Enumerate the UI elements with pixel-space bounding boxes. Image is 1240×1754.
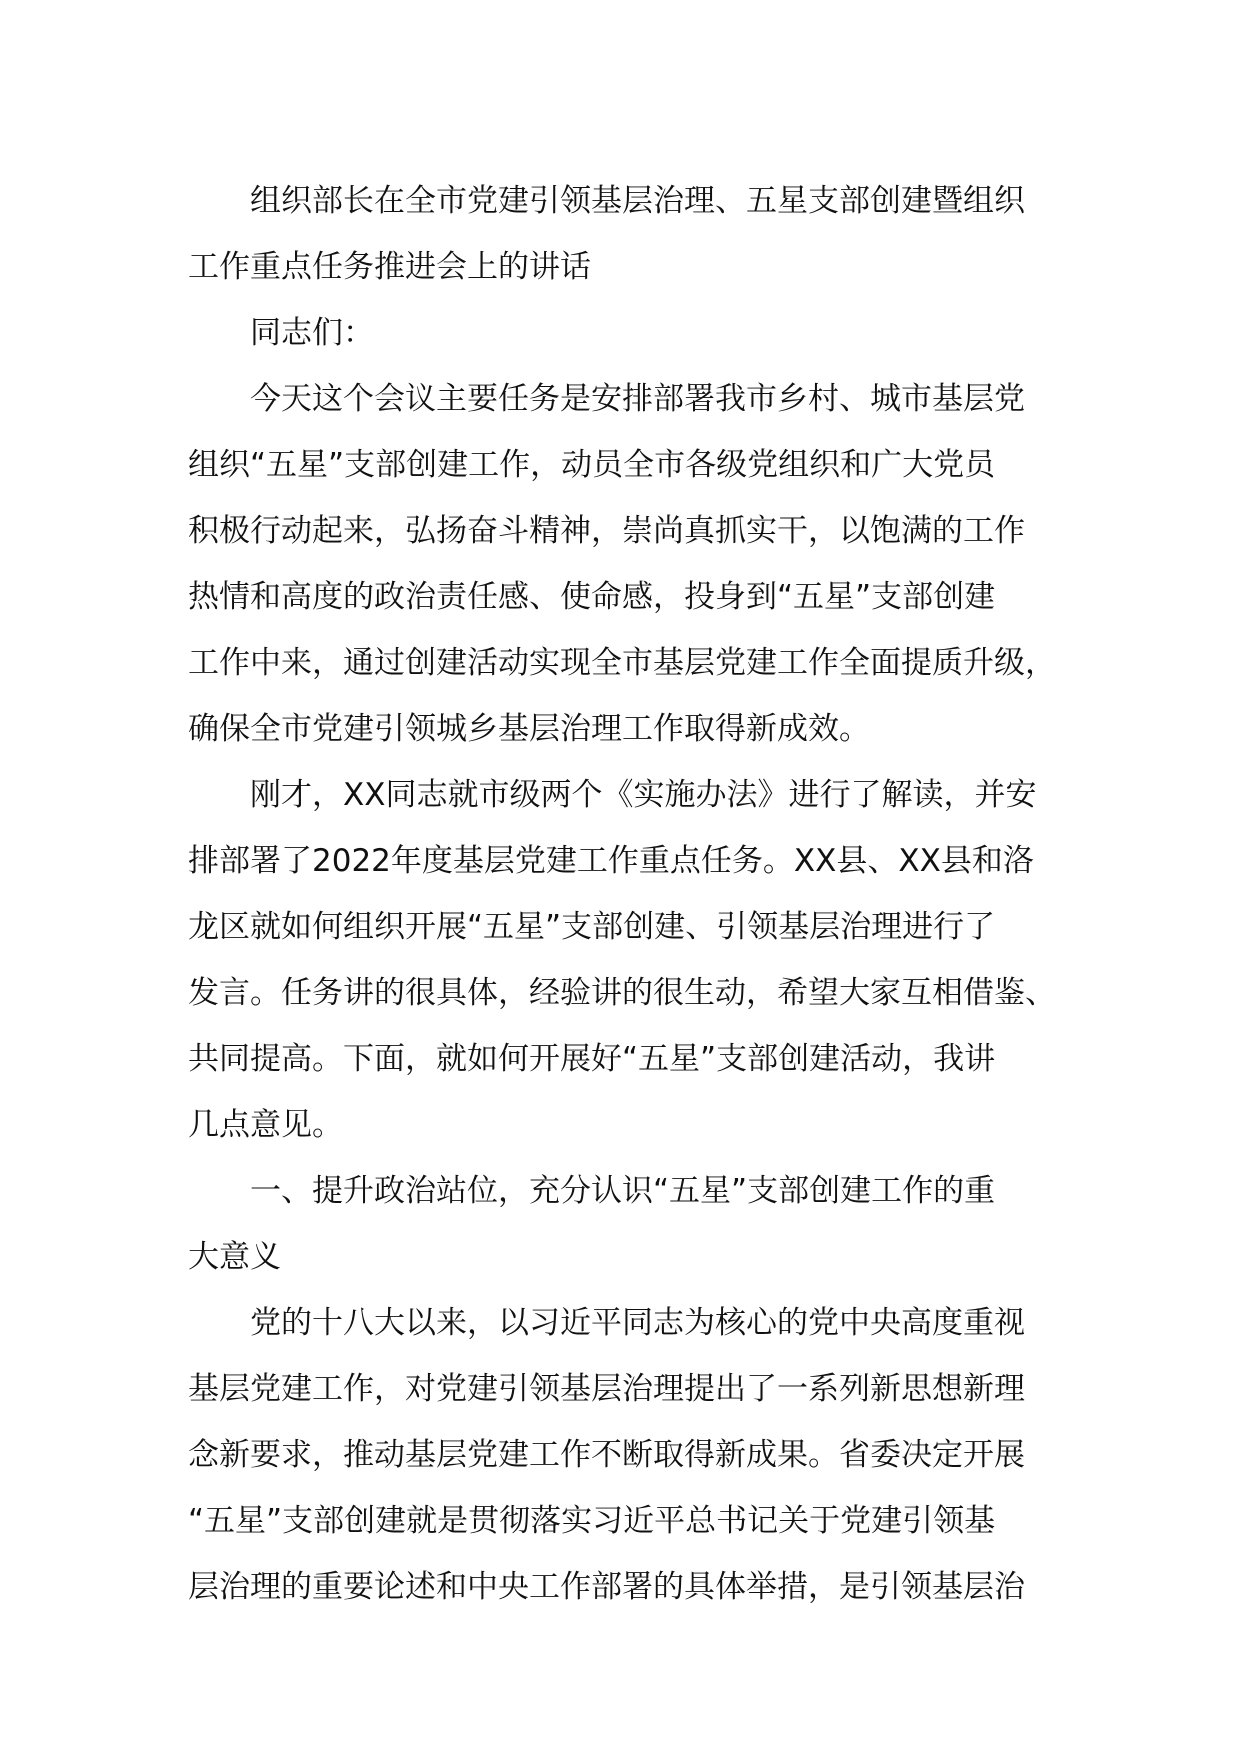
paragraph-2-line-6: 几点意见。 — [188, 1107, 343, 1143]
salutation: 同志们： — [250, 315, 374, 351]
paragraph-3-line-3: 念新要求，推动基层党建工作不断取得新成果。省委决定开展 — [188, 1437, 1025, 1473]
section-heading-1-line-1: 一、提升政治站位，充分认识“五星”支部创建工作的重 — [250, 1173, 996, 1209]
title-line-2: 工作重点任务推进会上的讲话 — [188, 249, 591, 285]
paragraph-2-line-2: 排部署了2022年度基层党建工作重点任务。XX县、XX县和洛 — [188, 843, 1034, 879]
title-line-1: 组织部长在全市党建引领基层治理、五星支部创建暨组织 — [250, 183, 1025, 219]
paragraph-3-line-5: 层治理的重要论述和中央工作部署的具体举措，是引领基层治 — [188, 1569, 1025, 1605]
paragraph-1-line-5: 工作中来，通过创建活动实现全市基层党建工作全面提质升级， — [188, 645, 1056, 681]
section-heading-1-line-2: 大意义 — [188, 1239, 281, 1275]
paragraph-1-line-4: 热情和高度的政治责任感、使命感，投身到“五星”支部创建 — [188, 579, 996, 615]
paragraph-1-line-3: 积极行动起来，弘扬奋斗精神，崇尚真抓实干，以饱满的工作 — [188, 513, 1025, 549]
paragraph-2-line-5: 共同提高。下面，就如何开展好“五星”支部创建活动，我讲 — [188, 1041, 996, 1077]
paragraph-2-line-3: 龙区就如何组织开展“五星”支部创建、引领基层治理进行了 — [188, 909, 996, 945]
paragraph-1-line-6: 确保全市党建引领城乡基层治理工作取得新成效。 — [188, 711, 870, 747]
paragraph-1-line-1: 今天这个会议主要任务是安排部署我市乡村、城市基层党 — [250, 381, 1025, 417]
paragraph-1-line-2: 组织“五星”支部创建工作，动员全市各级党组织和广大党员 — [188, 447, 996, 483]
paragraph-2-line-1: 刚才，XX同志就市级两个《实施办法》进行了解读，并安 — [250, 777, 1037, 813]
paragraph-3-line-2: 基层党建工作，对党建引领基层治理提出了一系列新思想新理 — [188, 1371, 1025, 1407]
paragraph-3-line-1: 党的十八大以来，以习近平同志为核心的党中央高度重视 — [250, 1305, 1025, 1341]
paragraph-2-line-4: 发言。任务讲的很具体，经验讲的很生动，希望大家互相借鉴、 — [188, 975, 1056, 1011]
paragraph-3-line-4: “五星”支部创建就是贯彻落实习近平总书记关于党建引领基 — [188, 1503, 996, 1539]
